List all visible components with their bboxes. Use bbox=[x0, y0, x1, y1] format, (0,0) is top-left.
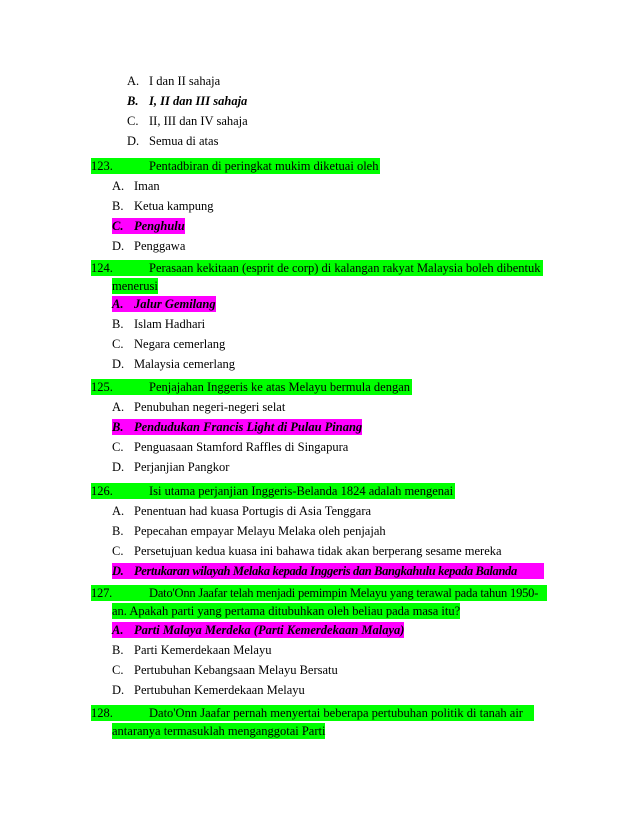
option-c: C. Penguasaan Stamford Raffles di Singapura bbox=[112, 440, 349, 454]
question-128-line2: antaranya termasuklah menganggotai Parti bbox=[112, 724, 326, 738]
option-a: A. Penentuan had kuasa Portugis di Asia Tenggara bbox=[112, 504, 372, 518]
option-a: A. Iman bbox=[112, 179, 160, 193]
option-d: D. Pertubuhan Kemerdekaan Melayu bbox=[112, 683, 305, 697]
question-127: 127. Dato'Onn Jaafar telah menjadi pemimpin Melayu yang terawal pada tahun 1950- bbox=[91, 585, 547, 601]
option-c: C. II, III dan IV sahaja bbox=[127, 114, 248, 128]
option-d: D. Perjanjian Pangkor bbox=[112, 460, 230, 474]
option-c: C. Negara cemerlang bbox=[112, 337, 226, 351]
option-b: B. Pepecahan empayar Melayu Melaka oleh penjajah bbox=[112, 524, 386, 538]
option-a: A. I dan II sahaja bbox=[127, 74, 221, 88]
option-d: D. Penggawa bbox=[112, 239, 186, 253]
option-b-answer: B. Pendudukan Francis Light di Pulau Pinang bbox=[112, 420, 363, 434]
option-b-answer: B. I, II dan III sahaja bbox=[127, 94, 248, 108]
option-d: D. Malaysia cemerlang bbox=[112, 357, 235, 371]
option-d-answer: D. Pertukaran wilayah Melaka kepada Inggeris dan Bangkahulu kepada Balanda bbox=[112, 563, 544, 579]
option-b: B. Ketua kampung bbox=[112, 199, 214, 213]
question-124-line2: menerusi bbox=[112, 279, 158, 293]
option-a: A. Penubuhan negeri-negeri selat bbox=[112, 400, 286, 414]
option-b: B. Islam Hadhari bbox=[112, 317, 206, 331]
option-a-answer: A. Parti Malaya Merdeka (Parti Kemerdekaan Malaya) bbox=[112, 623, 405, 637]
option-c-answer: C. Penghulu bbox=[112, 219, 185, 233]
question-126: 126. Isi utama perjanjian Inggeris-Belanda 1824 adalah mengenai bbox=[91, 484, 454, 498]
option-d: D. Semua di atas bbox=[127, 134, 219, 148]
question-128: 128. Dato'Onn Jaafar pernah menyertai beberapa pertubuhan politik di tanah air bbox=[91, 705, 534, 721]
question-124: 124. Perasaan kekitaan (esprit de corp) di kalangan rakyat Malaysia boleh dibentuk bbox=[91, 260, 543, 276]
question-125: 125. Penjajahan Inggeris ke atas Melayu bermula dengan bbox=[91, 380, 411, 394]
option-b: B. Parti Kemerdekaan Melayu bbox=[112, 643, 272, 657]
option-c: C. Pertubuhan Kebangsaan Melayu Bersatu bbox=[112, 663, 338, 677]
option-c: C. Persetujuan kedua kuasa ini bahawa tidak akan berperang sesame mereka bbox=[112, 544, 502, 558]
question-123: 123. Pentadbiran di peringkat mukim diketuai oleh bbox=[91, 159, 379, 173]
question-127-line2: an. Apakah parti yang pertama ditubuhkan oleh beliau pada masa itu? bbox=[112, 604, 461, 618]
option-a-answer: A. Jalur Gemilang bbox=[112, 297, 216, 311]
